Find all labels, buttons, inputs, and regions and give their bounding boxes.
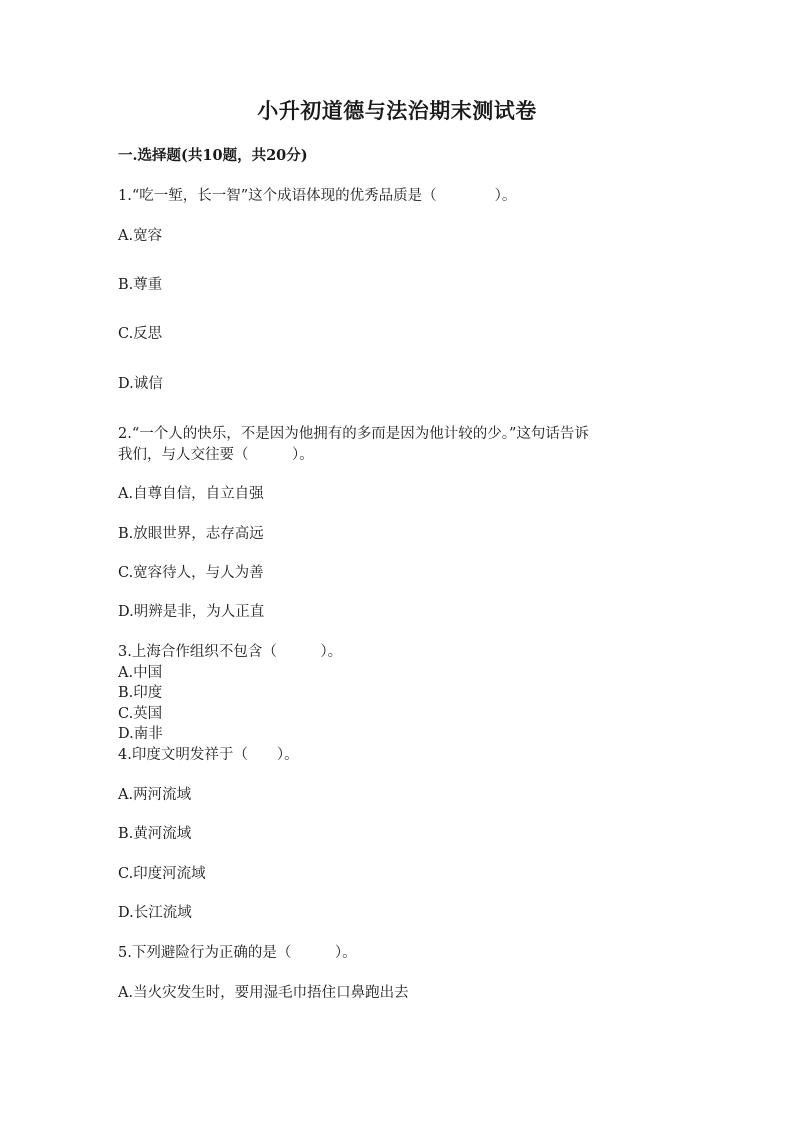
question-4-option-d: D.长江流域 [118,905,192,921]
question-5-option-a: A.当火灾发生时，要用湿毛巾捂住口鼻跑出去 [118,985,409,1001]
page-title: 小升初道德与法治期末测试卷 [257,98,537,123]
question-3-option-a: A.中国 [118,665,163,681]
question-2-option-d: D.明辨是非，为人正直 [118,604,265,620]
question-2-option-a: A.自尊自信，自立自强 [118,486,264,502]
question-4-option-b: B.黄河流域 [118,826,192,842]
question-2-stem-line-2: 我们，与人交往要（ ）。 [118,447,314,463]
section-heading: 一.选择题(共10题，共20分) [118,147,308,164]
question-3-option-c: C.英国 [118,706,163,722]
question-4-option-a: A.两河流域 [118,787,192,803]
question-3-stem: 3.上海合作组织不包含（ ）。 [118,644,343,660]
question-2-option-b: B.放眼世界，志存高远 [118,526,264,542]
question-4-option-c: C.印度河流域 [118,866,206,882]
question-5-stem: 5.下列避险行为正确的是（ ）。 [118,945,357,961]
question-4-stem: 4.印度文明发祥于（ ）。 [118,747,299,763]
question-2-stem-line-1: 2.“一个人的快乐，不是因为他拥有的多而是因为他计较的少。”这句话告诉 [118,426,589,442]
question-1-stem: 1.“吃一堑，长一智”这个成语体现的优秀品质是（ ）。 [118,188,517,204]
question-3-option-d: D.南非 [118,726,163,742]
question-1-option-b: B.尊重 [118,277,163,293]
question-3-option-b: B.印度 [118,685,163,701]
question-1-option-a: A.宽容 [118,228,163,244]
question-1-option-c: C.反思 [118,326,163,342]
question-1-option-d: D.诚信 [118,376,163,392]
question-2-option-c: C.宽容待人，与人为善 [118,565,264,581]
